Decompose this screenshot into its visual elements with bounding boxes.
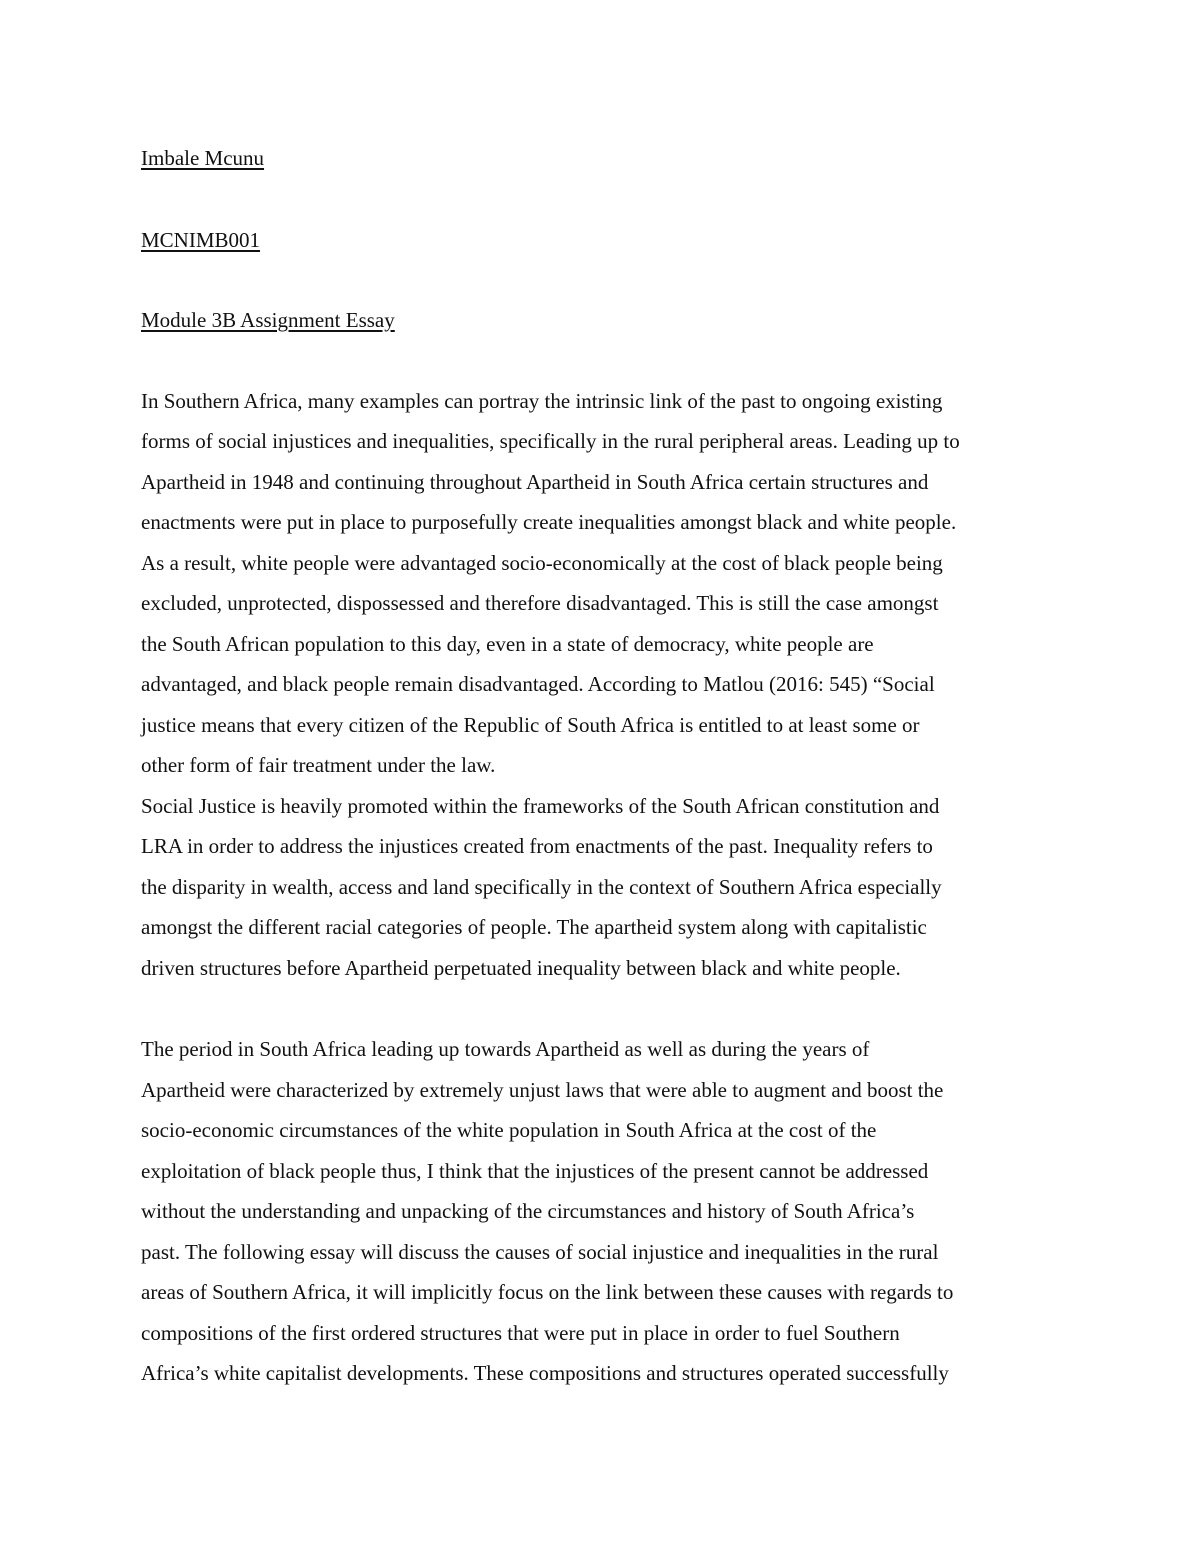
student-number: MCNIMB001 <box>141 228 261 252</box>
paragraph-line: the South African population to this day, even in a state of democracy, white people are <box>141 632 874 656</box>
paragraph-line: other form of fair treatment under the law. <box>141 753 496 777</box>
paragraph-line: Apartheid in 1948 and continuing throughout Apartheid in South Africa certain structures and <box>141 470 929 494</box>
paragraph-line: advantaged, and black people remain disadvantaged. According to Matlou (2016: 545) “Social <box>141 672 935 696</box>
paragraph-line: the disparity in wealth, access and land specifically in the context of Southern Africa especially <box>141 875 942 899</box>
paragraph-line: Apartheid were characterized by extremely unjust laws that were able to augment and boost the <box>141 1078 944 1102</box>
paragraph-line: amongst the different racial categories of people. The apartheid system along with capitalistic <box>141 915 927 939</box>
paragraph-line: exploitation of black people thus, I think that the injustices of the present cannot be addressed <box>141 1159 929 1183</box>
paragraph-line: Social Justice is heavily promoted within the frameworks of the South African constitution and <box>141 794 940 818</box>
paragraph-line: forms of social injustices and inequalities, specifically in the rural peripheral areas. Leading up to <box>141 429 960 453</box>
paragraph-line: excluded, unprotected, dispossessed and therefore disadvantaged. This is still the case amongst <box>141 591 939 615</box>
paragraph-line: past. The following essay will discuss the causes of social injustice and inequalities in the rural <box>141 1240 939 1264</box>
paragraph-line: compositions of the first ordered structures that were put in place in order to fuel Southern <box>141 1321 900 1345</box>
essay-title: Module 3B Assignment Essay <box>141 308 395 332</box>
paragraph-line: justice means that every citizen of the Republic of South Africa is entitled to at least some or <box>141 713 920 737</box>
paragraph-line: areas of Southern Africa, it will implicitly focus on the link between these causes with regards to <box>141 1280 954 1304</box>
paragraph-line: socio-economic circumstances of the white population in South Africa at the cost of the <box>141 1118 877 1142</box>
paragraph-line: The period in South Africa leading up towards Apartheid as well as during the years of <box>141 1037 870 1061</box>
paragraph-line: As a result, white people were advantaged socio-economically at the cost of black people being <box>141 551 943 575</box>
paragraph-line: LRA in order to address the injustices created from enactments of the past. Inequality refers to <box>141 834 933 858</box>
author-name: Imbale Mcunu <box>141 146 265 170</box>
paragraph-line: Africa’s white capitalist developments. These compositions and structures operated successfully <box>141 1361 949 1385</box>
paragraph-line: enactments were put in place to purposefully create inequalities amongst black and white people. <box>141 510 957 534</box>
paragraph-line: driven structures before Apartheid perpetuated inequality between black and white people. <box>141 956 901 980</box>
paragraph-line: without the understanding and unpacking of the circumstances and history of South Africa’s <box>141 1199 915 1223</box>
paragraph-line: In Southern Africa, many examples can portray the intrinsic link of the past to ongoing existing <box>141 389 943 413</box>
